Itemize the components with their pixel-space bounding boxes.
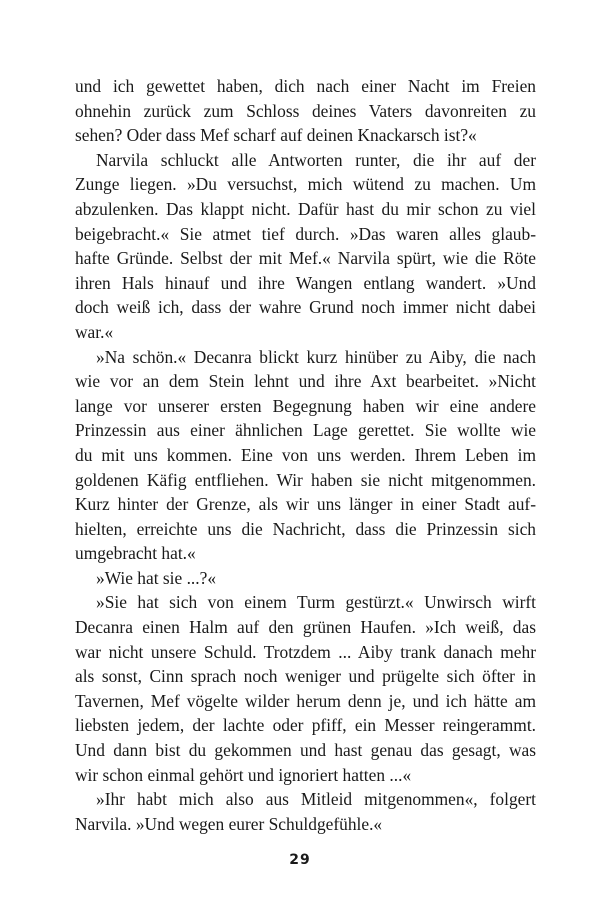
text-line: Tavernen, Mef vögelte wilder herum denn je, und ich hätte am	[75, 690, 536, 711]
text-line: liebsten jedem, der lachte oder pfiff, ein Messer reingerammt.	[75, 715, 536, 736]
text-line: »Sie hat sich von einem Turm gestürzt.« Unwirsch wirft	[96, 592, 536, 613]
text-line: Narvila. »Und wegen eurer Schuldgefühle.«	[75, 813, 383, 834]
text-line: Und dann bist du gekommen und hast genau das gesagt, was	[75, 740, 536, 761]
text-line: als sonst, Cinn sprach noch weniger und prügelte sich öfter in	[75, 666, 536, 687]
text-line: und ich gewettet haben, dich nach einer Nacht im Freien	[75, 76, 536, 96]
text-line: hielten, erreichte uns die Nachricht, dass die Prinzessin sich	[75, 518, 536, 539]
text-line: sehen? Oder dass Mef scharf auf deinen Knackarsch ist?«	[75, 125, 477, 146]
text-line: Decanra einen Halm auf den grünen Haufen. »Ich weiß, das	[75, 617, 536, 638]
text-line: lange vor unserer ersten Begegnung haben wir eine andere	[75, 395, 536, 416]
text-line: war.«	[75, 321, 114, 342]
text-line: »Ihr habt mich also aus Mitleid mitgenommen«, folgert	[96, 789, 536, 810]
text-line: wir schon einmal gehört und ignoriert hatten ...«	[75, 764, 412, 785]
text-line: umgebracht hat.«	[75, 543, 196, 564]
text-line: ihren Hals hinauf und ihre Wangen entlang wandert. »Und	[75, 272, 536, 293]
text-line: hafte Gründe. Selbst der mit Mef.« Narvila spürt, wie die Röte	[75, 248, 536, 269]
text-line: doch weiß ich, dass der wahre Grund noch immer nicht dabei	[75, 297, 536, 318]
text-line: war nicht unsere Schuld. Trotzdem ... Aiby trank danach mehr	[75, 641, 536, 662]
text-line: »Wie hat sie ...?«	[96, 567, 217, 588]
text-line: Prinzessin aus einer ähnlichen Lage gerettet. Sie wollte wie	[75, 420, 536, 441]
text-line: goldenen Käfig entfliehen. Wir haben sie nicht mitgenommen.	[75, 469, 536, 490]
text-line: ohnehin zurück zum Schloss deines Vaters davonreiten zu	[75, 100, 536, 121]
text-line: beigebracht.« Sie atmet tief durch. »Das waren alles glaub-	[75, 223, 536, 244]
text-line: abzulenken. Das klappt nicht. Dafür hast du mir schon zu viel	[75, 198, 536, 219]
text-line: wie vor an dem Stein lehnt und ihre Axt bearbeitet. »Nicht	[75, 371, 536, 392]
text-line: du mit uns kommen. Eine von uns werden. Ihrem Leben im	[75, 444, 536, 465]
text-line: Narvila schluckt alle Antworten runter, die ihr auf der	[96, 149, 536, 170]
page-number: 29	[289, 852, 311, 868]
text-line: Zunge liegen. »Du versuchst, mich wütend zu machen. Um	[75, 174, 536, 195]
body-text	[75, 74, 536, 836]
text-line: Kurz hinter der Grenze, als wir uns länger in einer Stadt auf-	[75, 494, 536, 515]
text-line: »Na schön.« Decanra blickt kurz hinüber zu Aiby, die nach	[96, 346, 536, 367]
